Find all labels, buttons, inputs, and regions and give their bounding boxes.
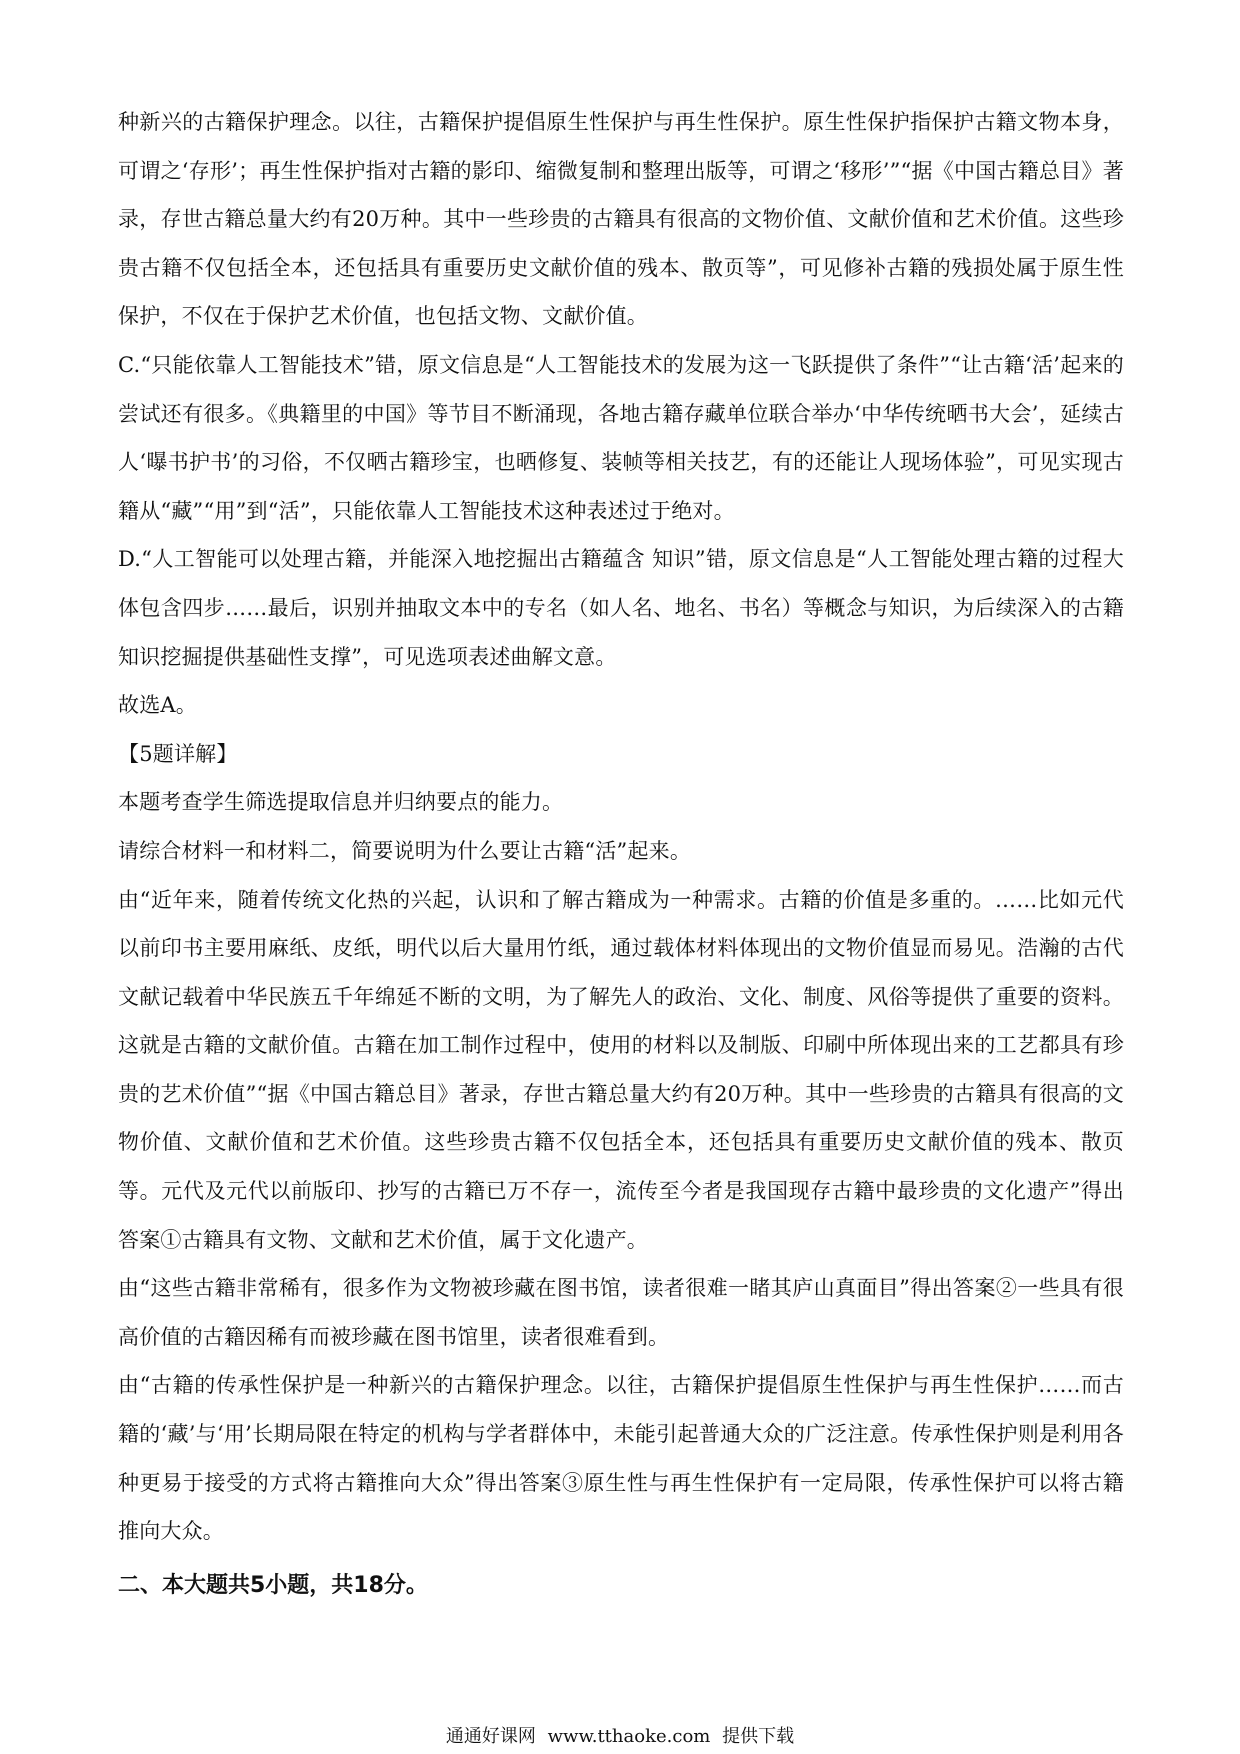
footer-site-name: 通通好课网 [445, 1726, 536, 1747]
page-footer [0, 1727, 1240, 1747]
document-body [118, 98, 1124, 1610]
paragraph-option-c-analysis: C.“只能依靠人工智能技术”错，原文信息是“人工智能技术的发展为这一飞跃提供了条件”“让古籍‘活’起来的尝试还有很多。《典籍里的中国》等节目不断涌现，各地古籍存藏单位联合举办‘中华传统晒书大会’，延续古人‘曝书护书’的习俗，不仅晒古籍珍宝，也晒修复、装帧等相关技艺，有的还能让人现场体验”，可见实现古籍从“藏”“用”到“活”，只能依靠人工智能技术这种表述过于绝对。 [118, 352, 1124, 523]
answer-point-2: 由“这些古籍非常稀有，很多作为文物被珍藏在图书馆，读者很难一睹其庐山真面目”得出答案②一些具有很高价值的古籍因稀有而被珍藏在图书馆里，读者很难看到。 [118, 1276, 1124, 1349]
section-two-heading: 二、本大题共5小题，共18分。 [118, 1572, 428, 1598]
question-5-prompt: 请综合材料一和材料二，简要说明为什么要让古籍“活”起来。 [118, 838, 692, 863]
answer-point-3: 由“古籍的传承性保护是一种新兴的古籍保护理念。以往，古籍保护提倡原生性保护与再生性保护……而古籍的‘藏’与‘用’长期局限在特定的机构与学者群体中，未能引起普通大众的广泛注意。传承性保护则是利用各种更易于接受的方式将古籍推向大众”得出答案③原生性与再生性保护有一定局限，传承性保护可以将古籍推向大众。 [118, 1373, 1124, 1544]
paragraph-option-d-analysis: D.“人工智能可以处理古籍，并能深入地挖掘出古籍蕴含 知识”错，原文信息是“人工智能处理古籍的过程大体包含四步……最后，识别并抽取文本中的专名（如人名、地名、书名）等概念与知识，为后续深入的古籍知识挖掘提供基础性支撑”，可见选项表述曲解文意。 [118, 547, 1124, 669]
answer-conclusion: 故选A。 [118, 693, 197, 718]
question-5-heading: 【5题详解】 [118, 741, 238, 766]
question-5-intro: 本题考查学生筛选提取信息并归纳要点的能力。 [118, 790, 564, 815]
paragraph-option-b-analysis: 种新兴的古籍保护理念。以往，古籍保护提倡原生性保护与再生性保护。原生性保护指保护古籍文物本身，可谓之‘存形’；再生性保护指对古籍的影印、缩微复制和整理出版等，可谓之‘移形’”“据《中国古籍总目》著录，存世古籍总量大约有20万种。其中一些珍贵的古籍具有很高的文物价值、文献价值和艺术价值。这些珍贵古籍不仅包括全本，还包括具有重要历史文献价值的残本、散页等”，可见修补古籍的残损处属于原生性保护，不仅在于保护艺术价值，也包括文物、文献价值。 [118, 110, 1124, 329]
answer-point-1: 由“近年来，随着传统文化热的兴起，认识和了解古籍成为一种需求。古籍的价值是多重的。……比如元代以前印书主要用麻纸、皮纸，明代以后大量用竹纸，通过载体材料体现出的文物价值显而易见。浩瀚的古代文献记载着中华民族五千年绵延不断的文明，为了解先人的政治、文化、制度、风俗等提供了重要的资料。这就是古籍的文献价值。古籍在加工制作过程中，使用的材料以及制版、印刷中所体现出来的工艺都具有珍贵的艺术价值”“据《中国古籍总目》著录，存世古籍总量大约有20万种。其中一些珍贵的古籍具有很高的文物价值、文献价值和艺术价值。这些珍贵古籍不仅包括全本，还包括具有重要历史文献价值的残本、散页等。元代及元代以前版印、抄写的古籍已万不存一，流传至今者是我国现存古籍中最珍贵的文化遗产”得出答案①古籍具有文物、文献和艺术价值，属于文化遗产。 [118, 887, 1124, 1252]
footer-suffix: 提供下载 [722, 1726, 795, 1747]
footer-url[interactable]: www.tthaoke.com [547, 1726, 711, 1747]
